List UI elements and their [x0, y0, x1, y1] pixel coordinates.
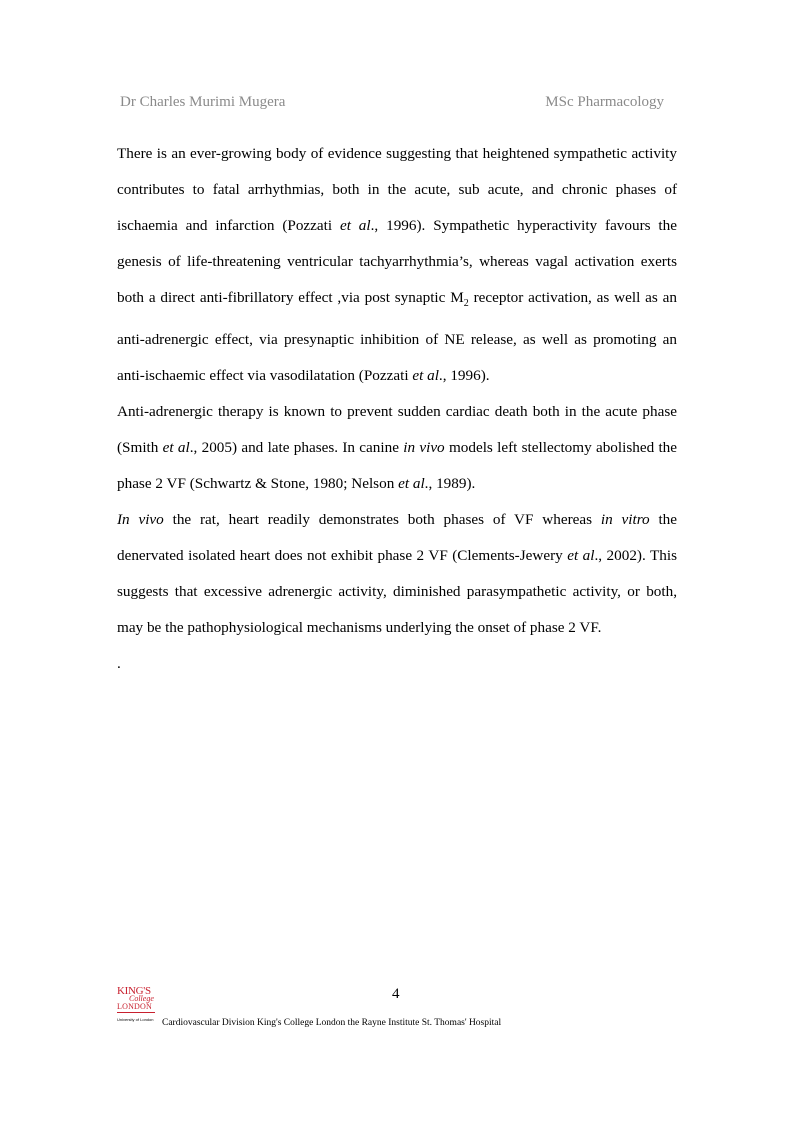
logo-college: College	[129, 994, 154, 1003]
text-run: ., 2002). This suggests that excessive adrenergic activity, diminished parasympathetic activity, or both, may be the pathophysiological mechanisms underlying the onset of phase 2 VF.	[117, 547, 677, 637]
text-run: receptor activation, as well as an anti-adrenergic effect, via presynaptic inhibition of NE release, as well as promoting an anti-ischaemic effect via vasodilatation (Pozzati	[117, 289, 677, 385]
italic-run: et al	[339, 217, 371, 234]
italic-run: in vivo	[403, 439, 445, 457]
footer-institution: Cardiovascular Division King's College London the Rayne Institute St. Thomas' Hospital	[162, 1018, 502, 1028]
paragraph-1	[117, 136, 677, 394]
logo-london: LONDON	[117, 1002, 152, 1011]
text-run: the rat, heart readily demonstrates both phases of VF whereas	[163, 511, 601, 529]
italic-run: et al	[567, 547, 595, 565]
logo-kings: KING'S	[117, 985, 151, 997]
logo-divider	[117, 1012, 155, 1013]
paragraph-3	[117, 502, 677, 646]
text-run: ., 1989).	[424, 475, 476, 493]
italic-run: In vivo	[117, 511, 164, 529]
text-run: ., 2005) and late phases. In canine	[189, 439, 404, 457]
paragraph-2	[117, 394, 677, 502]
italic-run: in vitro	[600, 511, 650, 529]
text-run: models left stellectomy abolished the phase 2 VF (Schwartz & Stone, 1980; Nelson	[117, 439, 678, 493]
header-author: Dr Charles Murimi Mugera	[120, 94, 286, 110]
logo-university: University of London	[117, 1017, 154, 1022]
body-text	[117, 136, 677, 682]
italic-run: et al	[398, 475, 425, 493]
text-run: Anti-adrenergic therapy is known to prevent sudden cardiac death both in the acute phase (Smith	[117, 403, 677, 457]
text-run: There is an ever-growing body of evidence suggesting that heightened sympathetic activity contributes to fatal arrhythmias, both in the acute, sub acute, and chronic phases of ischaemia and infarction (Pozzati	[117, 145, 677, 234]
text-run: ., 1996).	[438, 367, 490, 385]
subscript: 2	[463, 298, 469, 310]
italic-run: et al	[162, 439, 190, 457]
page-number: 4	[392, 986, 400, 1002]
text-run: ., 1996). Sympathetic hyperactivity favours the genesis of life-threatening ventricular tachyarrhythmia’s, whereas vagal activation exerts both a direct anti-fibrillatory effect ,via post synaptic M	[117, 217, 677, 306]
text-run: the denervated isolated heart does not exhibit phase 2 VF (Clements-Jewery	[117, 511, 678, 565]
header-course: MSc Pharmacology	[545, 94, 664, 110]
kings-college-logo	[117, 986, 157, 1022]
paragraph-4: .	[117, 655, 121, 673]
italic-run: et al	[412, 367, 439, 385]
